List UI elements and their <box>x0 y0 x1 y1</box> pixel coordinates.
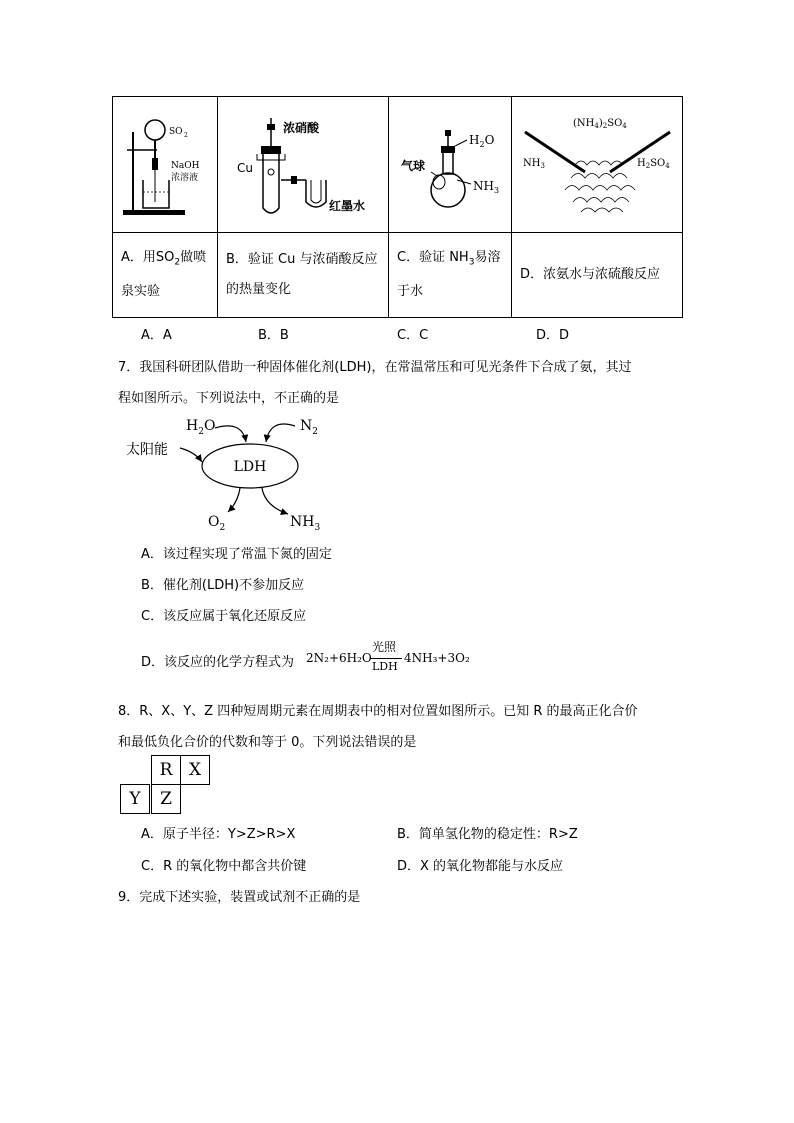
cu-nitric-acid-figure <box>221 110 386 220</box>
svg-text:H2SO4: $H_2SO_4$ <box>636 157 670 170</box>
element-cell-y: Y <box>120 784 150 814</box>
element-cell-z: Z <box>151 784 181 814</box>
option-b-cell: B．验证 Cu 与浓硝酸反应 的热量变化 <box>218 233 389 318</box>
balloon-label: 气球 <box>401 158 426 173</box>
cu-label: Cu <box>236 160 253 175</box>
nitric-acid-label: 浓硝酸 <box>282 120 319 135</box>
option-c-cell: C．验证 $NH_3$易溶 于水 <box>389 233 512 318</box>
solar-energy-label: 太阳能 <box>126 442 168 458</box>
figure-b-cell <box>218 97 389 233</box>
q8-stem-line-2: 和最低负化合价的代数和等于 0。下列说法错误的是 <box>118 735 417 750</box>
svg-text:O2: $O_2$ <box>208 514 226 533</box>
q8-option-d[interactable]: D．X 的氧化物都能与水反应 <box>397 859 564 874</box>
q7-option-c[interactable]: C．该反应属于氧化还原反应 <box>141 609 307 624</box>
so2-label: SO <box>169 126 183 137</box>
equation-bar <box>370 658 402 659</box>
q8-option-a[interactable]: A．原子半径：Y>Z>R>X <box>141 827 296 842</box>
element-cell-x: X <box>180 755 210 785</box>
q8-stem-line-1: 8．R、X、Y、Z 四种短周期元素在周期表中的相对位置如图所示。已知 R 的最高正化合价 <box>118 704 638 719</box>
chemical-equation: 2N₂+6H₂O 光照 LDH 4NH₃+3O₂ <box>306 640 470 673</box>
naoh-label: NaOH <box>171 160 200 171</box>
q7-stem-line-1: 7．我国科研团队借助一种固体催化剂(LDH)，在常温常压和可见光条件下合成了氨，其过 <box>118 360 632 375</box>
ammonia-flask-figure <box>391 110 509 220</box>
naoh-solution-label: 浓溶液 <box>171 172 199 183</box>
q6-option-a[interactable]: A．A <box>141 328 172 343</box>
ldh-process-diagram <box>120 412 350 534</box>
figure-d-cell <box>512 97 683 233</box>
svg-text:N2: $N_2$ <box>300 418 318 437</box>
q6-option-b[interactable]: B．B <box>258 328 289 343</box>
figure-c-cell <box>389 97 512 233</box>
q7-option-a[interactable]: A．该过程实现了常温下氮的固定 <box>141 547 332 562</box>
fountain-apparatus-figure <box>115 110 215 220</box>
figure-a-cell <box>113 97 218 233</box>
q9-stem: 9．完成下述实验，装置或试剂不正确的是 <box>118 890 361 905</box>
svg-text:H2O: $H_2O$ <box>469 132 495 149</box>
q8-option-b[interactable]: B．简单氢化物的稳定性：R>Z <box>397 827 578 842</box>
svg-text:NH3: $NH_3$ <box>290 514 321 533</box>
svg-text:NH3: $NH_3$ <box>522 157 545 170</box>
element-cell-r: R <box>151 755 181 785</box>
q7-option-d[interactable]: D．该反应的化学方程式为 <box>141 655 295 670</box>
q7-option-b[interactable]: B．催化剂(LDH)不参加反应 <box>141 578 305 593</box>
svg-text:(NH4)2SO4: $(NH_4)_2SO_4$ <box>572 117 627 130</box>
option-d-cell: D．浓氨水与浓硫酸反应 <box>512 233 683 318</box>
q6-option-d[interactable]: D．D <box>536 328 570 343</box>
svg-text:NH3: $NH_3$ <box>473 178 500 195</box>
ammonia-sulfuric-acid-figure <box>515 110 680 220</box>
q8-option-c[interactable]: C．R 的氧化物中都含共价键 <box>141 859 307 874</box>
option-a-cell: A．用$SO_2$做喷 泉实验 <box>113 233 218 318</box>
svg-text:H2O: $H_2O$ <box>186 418 216 437</box>
svg-text:2: 2 <box>184 131 188 139</box>
ldh-label: LDH <box>233 459 267 475</box>
red-ink-label: 红墨水 <box>328 198 365 213</box>
q7-stem-line-2: 程如图所示。下列说法中，不正确的是 <box>118 391 340 406</box>
experiment-table <box>112 96 683 318</box>
q6-option-c[interactable]: C．C <box>397 328 429 343</box>
